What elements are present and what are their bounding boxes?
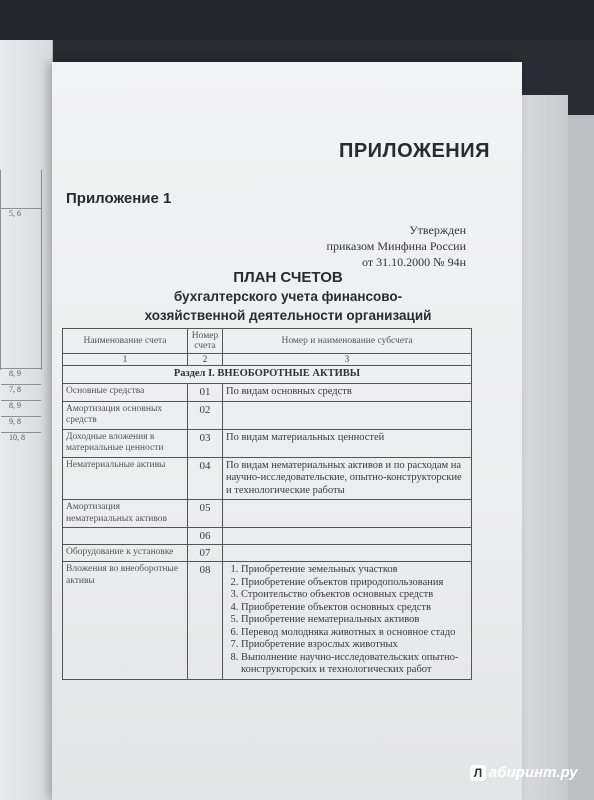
labirint-watermark — [470, 764, 578, 781]
subaccount-item: 6. Перевод молодняка животных в основное стадо — [241, 627, 468, 640]
table-row — [63, 401, 472, 429]
subaccount — [223, 500, 472, 528]
subaccount-list — [226, 564, 468, 677]
table-row — [63, 457, 472, 500]
subaccount-list-cell — [223, 562, 472, 680]
section-title: Раздел I. ВНЕОБОРОТНЫЕ АКТИВЫ — [63, 366, 472, 384]
account-number: 03 — [188, 429, 223, 457]
table-header-row — [63, 329, 472, 354]
subaccount: По видам нематериальных активов и по расходам на научно-исследовательские, опытно-конструкторские и технологические работы — [223, 457, 472, 500]
account-number: 05 — [188, 500, 223, 528]
subaccount-item: 1. Приобретение земельных участков — [241, 564, 468, 577]
subaccount-item: 7. Приобретение взрослых животных — [241, 639, 468, 652]
approval-block — [327, 222, 466, 270]
subaccount-item: 4. Приобретение объектов основных средств — [241, 602, 468, 615]
account-number: 04 — [188, 457, 223, 500]
subaccount-item: 8. Выполнение научно-исследовательских опытно-конструкторских и технологических работ — [241, 652, 468, 677]
subaccount: По видам основных средств — [223, 384, 472, 402]
left-page-table — [0, 170, 42, 442]
account-name: Амортизация нематериальных активов — [63, 500, 188, 528]
table-row — [63, 384, 472, 402]
col-num: 2 — [188, 354, 223, 366]
approval-line: Утвержден — [409, 223, 466, 237]
header-name: Наименование счета — [63, 329, 188, 354]
left-cell: 8, 9 — [1, 400, 41, 410]
watermark-text: абиринт.ру — [489, 764, 578, 781]
account-name: Нематериальные активы — [63, 457, 188, 500]
subaccount-item: 3. Строительство объектов основных средств — [241, 589, 468, 602]
subaccount-item: 5. Приобретение нематериальных активов — [241, 614, 468, 627]
header-subaccount: Номер и наименование субсчета — [223, 329, 472, 354]
approval-line: от 31.10.2000 № 94н — [362, 255, 466, 269]
column-number-row — [63, 354, 472, 366]
account-name: Оборудование к установке — [63, 545, 188, 562]
account-name: Основные средства — [63, 384, 188, 402]
table-row — [63, 500, 472, 528]
subaccount — [223, 528, 472, 545]
subaccount — [223, 401, 472, 429]
header-number: Номер счета — [188, 329, 223, 354]
left-cell: 8, 9 — [1, 368, 41, 378]
subaccount — [223, 545, 472, 562]
account-number: 07 — [188, 545, 223, 562]
account-name — [63, 528, 188, 545]
table-row — [63, 429, 472, 457]
table-row — [63, 545, 472, 562]
document-title — [138, 268, 438, 325]
approval-line: приказом Минфина России — [326, 239, 466, 253]
left-cell: 7, 8 — [1, 384, 41, 394]
account-name: Амортизация основных средств — [63, 401, 188, 429]
table-row — [63, 528, 472, 545]
left-cell: 10, 8 — [1, 432, 41, 442]
account-name: Вложения во внеоборотные активы — [63, 562, 188, 680]
accounts-table — [62, 328, 472, 680]
account-number: 02 — [188, 401, 223, 429]
title-line: бухгалтерского учета финансово- — [173, 289, 403, 304]
left-cell: 9, 8 — [1, 416, 41, 426]
labirint-logo-icon: Л — [470, 765, 486, 781]
background-top — [0, 0, 594, 40]
subaccount-item: 2. Приобретение объектов природопользования — [241, 577, 468, 590]
book-page — [52, 62, 522, 800]
page-heading: ПРИЛОЖЕНИЯ — [338, 140, 490, 162]
title-line: хозяйственной деятельности организаций — [144, 308, 432, 323]
account-number: 08 — [188, 562, 223, 680]
account-number: 06 — [188, 528, 223, 545]
appendix-title: Приложение 1 — [66, 190, 172, 207]
section-row — [63, 366, 472, 384]
title-line: ПЛАН СЧЕТОВ — [233, 269, 343, 286]
left-page — [0, 40, 53, 800]
table-row — [63, 562, 472, 680]
book-edge — [518, 95, 568, 800]
subaccount: По видам материальных ценностей — [223, 429, 472, 457]
left-cell: 5, 6 — [1, 208, 41, 218]
account-number: 01 — [188, 384, 223, 402]
account-name: Доходные вложения в материальные ценности — [63, 429, 188, 457]
col-num: 3 — [223, 354, 472, 366]
col-num: 1 — [63, 354, 188, 366]
